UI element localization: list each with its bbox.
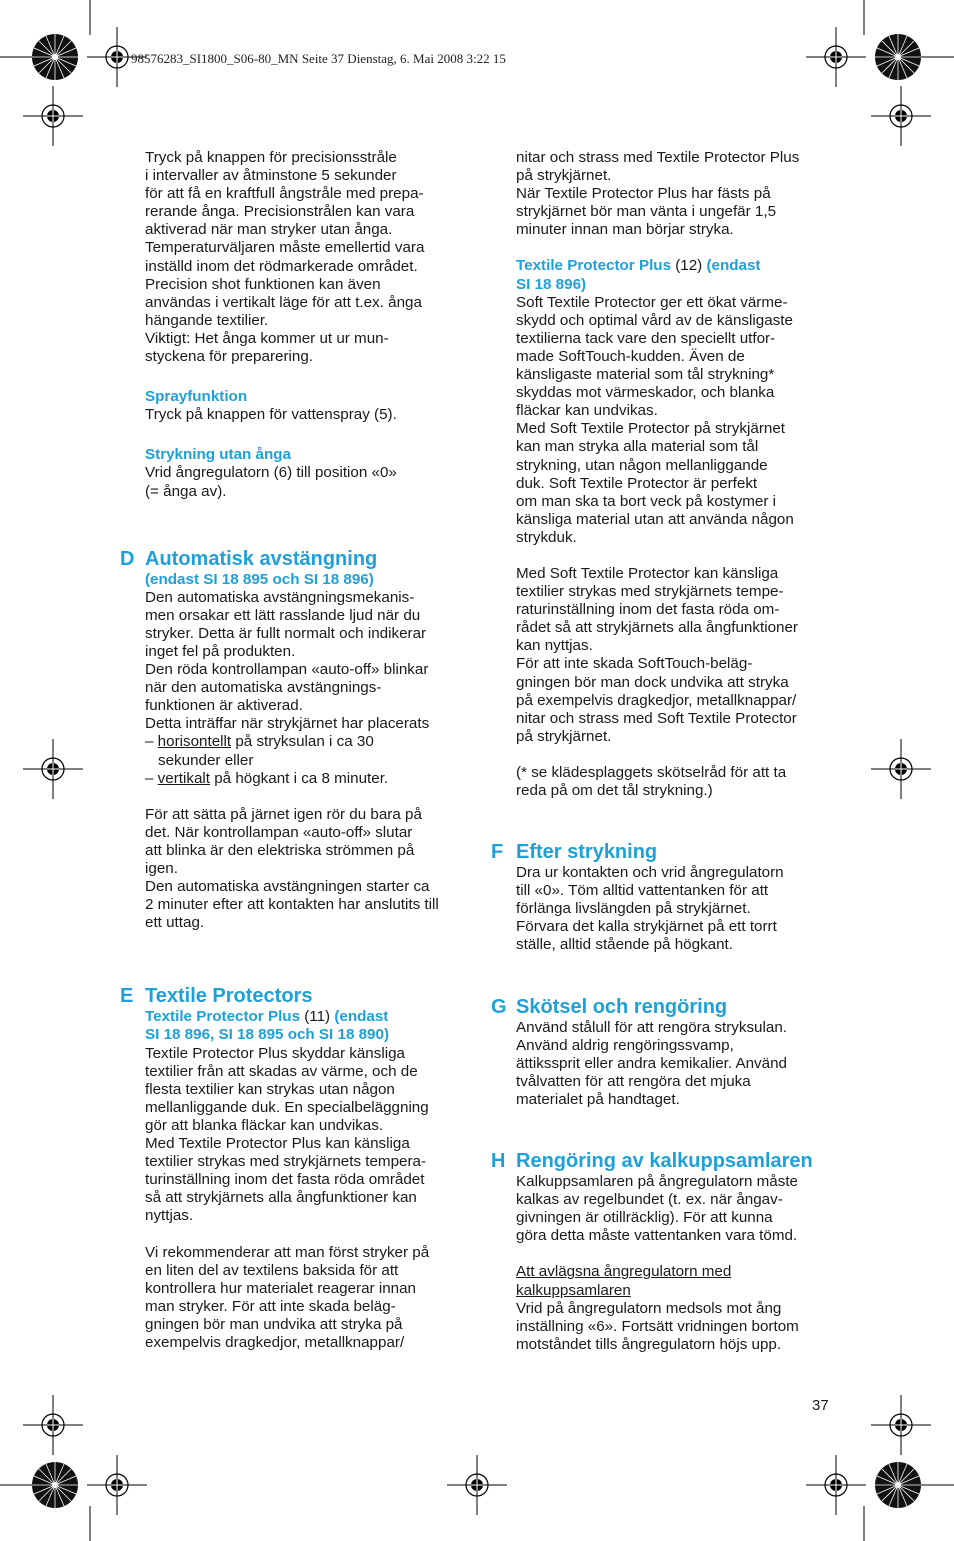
subtitle-models: (endast SI 18 896) [516,257,761,293]
section-d-subtitle: (endast SI 18 895 och SI 18 896) [145,570,374,588]
list-dash: – [145,769,158,787]
underlined-term: horisontellt [157,733,232,751]
section-f-text: Dra ur kontakten och vrid ångregulatorn till «0». Töm alltid vattentanken för att förlänga livslängden på strykjärnet. Förvara det kalla strykjärnet på ett torrt ställe, alltid stående på högkant. [516,864,784,954]
spray-heading: Sprayfunktion [145,388,248,406]
page-number: 37 [812,1397,829,1414]
section-h-heading [491,1149,838,1173]
section-title: Automatisk avstängning [145,547,378,570]
list-item [145,770,467,788]
soft-protector-subtitle [516,257,838,293]
left-column [120,149,467,1352]
section-e-paragraph-1: Textile Protector Plus skyddar känsliga textilier från att skadas av värme, och de flesta textilier kan strykas utan någon mellanliggande duk. En specialbeläggning gör att blanka fläckar kan undvikas. Med Textile Protector Plus kan känsliga textilier strykas med strykjärnets tempera- turinställning inom det fasta röda området så att strykjärnets alla ångfunktioner kan nyttjas. [145,1044,429,1225]
continued-paragraph: nitar och strass med Textile Protector Plus på strykjärnet. När Textile Protector Plus har fästs på strykjärnet bör man vänta i ungefär 1,5 minuter innan man börjar stryka. [516,149,800,239]
spray-text: Tryck på knappen för vattenspray (5). [145,406,397,424]
section-e-heading [120,984,467,1008]
list-item-text: på stryksulan i ca 30 sekunder eller [158,733,374,769]
section-f-heading [491,840,838,864]
section-title: Skötsel och rengöring [516,995,728,1018]
subtitle-ref: (12) [671,257,707,275]
section-letter: H [491,1150,506,1173]
subtitle-models: (endast SI 18 896, SI 18 895 och SI 18 890) [145,1008,390,1044]
soft-protector-paragraph-1: Soft Textile Protector ger ett ökat värme- skydd och optimal vård av de känsligaste textilierna tack vare den speciellt utfor- made SoftTouch-kudden. Även de känsligaste material som tål strykning* skyddas mot värmeskador, och blanka fläckar kan undvikas. Med Soft Textile Protector på strykjärnet kan man stryka alla material som tål strykning, utan någon mellanliggande duk. Soft Textile Protector är perfekt om man ska ta bort veck på kostymer i känsliga material utan att använda någon strykduk. [516,293,794,546]
list-dash: – [145,733,158,751]
list-item-text: på högkant i ca 8 minuter. [210,769,389,787]
section-letter: F [491,841,504,864]
subtitle-bold: Textile Protector Plus [145,1008,301,1026]
section-letter: E [120,985,134,1008]
section-h-paragraph-1: Kalkuppsamlaren på ångregulatorn måste kalkas av regelbundet (t. ex. när ångav- givningen är otillräcklig). För att kunna göra detta måste vattentanken vara tömd. [516,1173,798,1245]
section-title: Textile Protectors [145,985,313,1008]
section-d-paragraph-2: För att sätta på järnet igen rör du bara på det. När kontrollampan «auto-off» slutar att blinka är den elektriska strömmen på igen. Den automatiska avstängningen starter ca 2 minuter efter att kontakten har anslutits till ett uttag. [145,805,439,932]
right-column [491,149,838,1354]
dry-ironing-heading: Strykning utan ånga [145,446,291,464]
section-g-heading [491,995,838,1019]
section-d-heading [120,547,467,571]
list-item [145,733,467,769]
section-e-subtitle [145,1008,467,1044]
section-h-underlined-heading: Att avlägsna ångregulatorn med kalkuppsamlaren [516,1263,732,1299]
footnote: (* se klädesplaggets skötselråd för att ta reda på om det tål strykning.) [516,763,787,799]
underlined-term: vertikalt [157,769,210,787]
subtitle-bold: Textile Protector Plus [516,257,672,275]
section-h-paragraph-2: Vrid på ångregulatorn medsols mot ång inställning «6». Fortsätt vridningen bortom motståndet tills ångregulatorn höjs upp. [516,1299,799,1353]
dry-ironing-text: Vrid ångregulatorn (6) till position «0» (= ånga av). [145,464,397,500]
section-title: Efter strykning [516,841,658,864]
section-g-text: Använd stålull för att rengöra stryksulan. Använd aldrig rengöringssvamp, ättikssprit eller andra kemikalier. Använd tvålvatten för att rengöra det mjuka materialet på handtaget. [516,1018,787,1108]
section-e-paragraph-2: Vi rekommenderar att man först stryker på en liten del av textilens baksida för att kontrollera hur materialet reagerar innan man stryker. För att inte skada beläg- gningen bör man undvika att stryka på exempelvis dragkedjor, metallknappar/ [145,1243,430,1351]
section-title: Rengöring av kalkuppsamlaren [516,1150,813,1173]
subtitle-ref: (11) [300,1008,335,1026]
section-letter: G [491,995,507,1018]
section-letter: D [120,547,135,570]
soft-protector-paragraph-2: Med Soft Textile Protector kan känsliga textilier strykas med strykjärnets tempe- raturinställning inom det fasta röda om- rådet så att strykjärnets alla ångfunktioner kan nyttjas. För att inte skada SoftTouch-beläg- gningen bör man dock undvika att stryka på exempelvis dragkedjor, metallknappar/ nitar och strass med Soft Textile Protector på strykjärnet. [516,564,798,745]
intro-paragraph: Tryck på knappen för precisionsstråle i intervaller av åtminstone 5 sekunder för att få en kraftfull ångstråle med prepa- rerande ånga. Precisionstrålen kan vara aktiverad när man stryker utan ånga. Temperaturväljaren måste emellertid vara inställd inom det rödmarkerade området. Precision shot funktionen kan även användas i vertikalt läge för att t.ex. ånga hängande textilier. Viktigt: Het ånga kommer ut ur mun- styckena för preparering. [145,149,425,366]
print-slug: 98576283_SI1800_S06-80_MN Seite 37 Dienstag, 6. Mai 2008 3:22 15 [131,51,506,66]
section-d-paragraph-1: Den automatiska avstängningsmekanis- men orsakar ett lätt rasslande ljud när du stryker. Detta är fullt normalt och indikerar inget fel på produkten. Den röda kontrollampan «auto-off» blinkar när den automatiska avstängnings- funktionen är aktiverad. Detta inträffar när strykjärnet har placerats [145,588,430,733]
